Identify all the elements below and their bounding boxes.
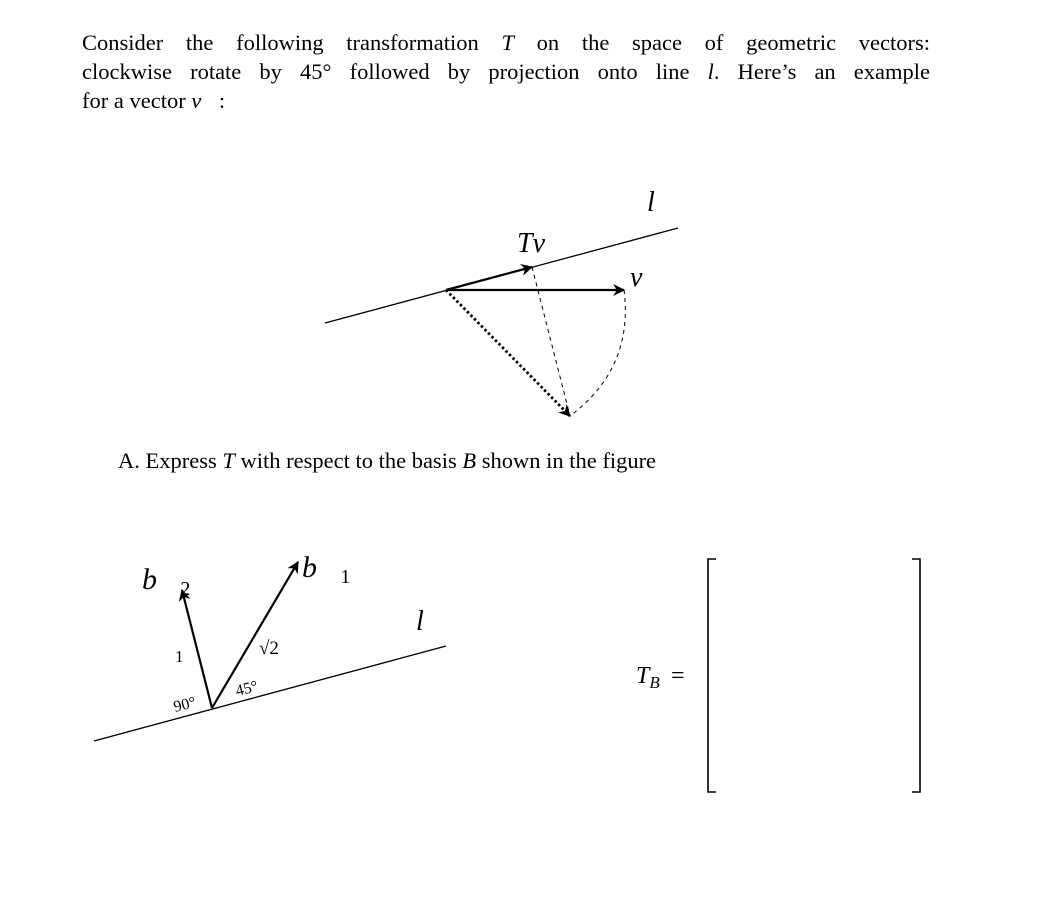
question-a: A. Express T with respect to the basis B shown in the figure [118,448,657,473]
line-l-label-top: l [647,187,655,218]
angle-45-label: 45° [233,677,260,700]
basis-figure [94,551,446,741]
left-bracket [708,559,716,792]
rotated-vector-dotted-arrow [446,290,570,416]
angle-90-label: 90° [171,693,198,716]
tv-label: Tv⃗ [517,228,567,259]
answer-matrix [636,559,920,792]
matrix-equals: = [671,663,685,689]
problem-line-2: clockwise rotate by 45° followed by projection onto line l. Here’s an example [82,59,930,84]
b1-length-label: √2 [259,638,279,659]
rotation-arc-dashed [570,290,625,416]
b1-label: $b⃗_1$ [302,551,351,588]
line-l-label-bottom: l [416,606,424,637]
line-l-bottom [94,646,446,741]
problem-line-1: Consider the following transformation T on the space of geometric vectors: [82,30,930,55]
b2-label: $b⃗_2$ [142,563,191,600]
v-label: v⃗ [630,262,665,293]
vector-tv-arrow [446,267,532,290]
problem-line-3: for a vector v⃗: [82,88,226,113]
b2-arrow [182,590,212,708]
matrix-name: $T_B$ [636,663,660,692]
right-bracket [912,559,920,792]
example-figure [325,187,678,416]
b2-length-label: 1 [175,647,184,666]
